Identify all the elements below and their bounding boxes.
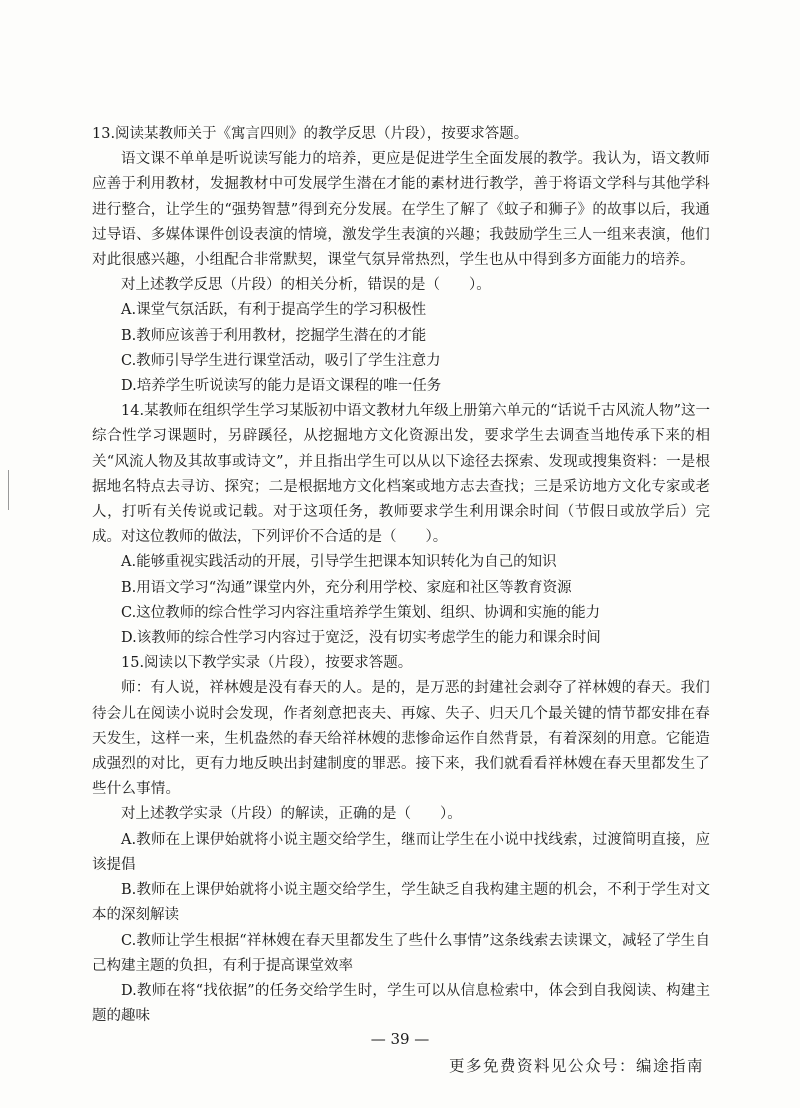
question-15-option-c: C.教师让学生根据“祥林嫂在春天里都发生了些什么事情”这条线索去读课文，减轻了学生自己构建主题的负担，有利于提高课堂效率 bbox=[92, 932, 710, 974]
question-15-passage: 师：有人说，祥林嫂是没有春天的人。是的，是万恶的封建社会剥夺了祥林嫂的春天。我们待会儿在阅读小说时会发现，作者刻意把丧夫、再嫁、失子、归天几个最关键的情节都安排在春天发生，这样一来，生机盎然的春天给祥林嫂的悲惨命运作自然背景，有着深刻的用意。它能造成强烈的对比，更有力地反映出封建制度的罪恶。接下来，我们就看看祥林嫂在春天里都发生了些什么事情。 bbox=[92, 680, 710, 798]
question-13-option-c: C.教师引导学生进行课堂活动，吸引了学生注意力 bbox=[121, 352, 441, 369]
question-15-option-b: B.教师在上课伊始就将小说主题交给学生，学生缺乏自我构建主题的机会，不利于学生对文本的深刻解读 bbox=[92, 882, 710, 924]
page-number: — 39 — bbox=[370, 1030, 430, 1048]
question-14-option-a: A.能够重视实践活动的开展，引导学生把课本知识转化为自己的知识 bbox=[121, 554, 557, 571]
question-15-option-d: D.教师在将“找依据”的任务交给学生时，学生可以从信息检索中，体会到自我阅读、构建主题的趣味 bbox=[92, 982, 710, 1025]
question-15-title: 15.阅读以下教学实录（片段），按要求答题。 bbox=[121, 655, 413, 672]
question-13-option-d: D.培养学生听说读写的能力是语文课程的唯一任务 bbox=[121, 378, 442, 395]
question-14-title: 14.某教师在组织学生学习某版初中语文教材九年级上册第六单元的“话说千古风流人物”这一综合性学习课题时，另辟蹊径，从挖掘地方文化资源出发，要求学生去调查当地传承下来的相关“风流人物及其故事或诗文”，并且指出学生可以从以下途径去探索、发现或搜集资料：一是根据地名特点去寻访、探究；二是根据地方文化档案或地方志去查找；三是采访地方文化专家或老人，打听有关传说或记载。对于这项任务，教师要求学生利用课余时间（节假日或放学后）完成。对这位教师的做法，下列评价不合适的是（ ）。 bbox=[92, 403, 710, 546]
document-page bbox=[92, 122, 710, 1029]
question-15-option-a: A.教师在上课伊始就将小说主题交给学生，继而让学生在小说中找线索，过渡简明直接，应该提倡 bbox=[92, 831, 710, 873]
question-13-option-b: B.教师应该善于利用教材，挖掘学生潜在的才能 bbox=[121, 327, 427, 344]
question-13-stem: 对上述教学反思（片段）的相关分析，错误的是（ ）。 bbox=[121, 277, 491, 294]
question-15-stem: 对上述教学实录（片段）的解读，正确的是（ ）。 bbox=[121, 806, 462, 823]
question-14-option-b: B.用语文学习“沟通”课堂内外，充分利用学校、家庭和社区等教育资源 bbox=[121, 579, 572, 596]
question-14-option-d: D.该教师的综合性学习内容过于宽泛，没有切实考虑学生的能力和课余时间 bbox=[121, 630, 601, 647]
scan-edge-mark bbox=[8, 470, 9, 510]
question-14-option-c: C.这位教师的综合性学习内容注重培养学生策划、组织、协调和实施的能力 bbox=[121, 604, 601, 621]
footer-note: 更多免费资料见公众号：编途指南 bbox=[448, 1057, 704, 1075]
question-13-title: 13.阅读某教师关于《寓言四则》的教学反思（片段），按要求答题。 bbox=[92, 126, 529, 142]
question-13-option-a: A.课堂气氛活跃，有利于提高学生的学习积极性 bbox=[121, 302, 427, 319]
question-13-passage: 语文课不单单是听说读写能力的培养，更应是促进学生全面发展的教学。我认为，语文教师应善于利用教材，发掘教材中可发展学生潜在才能的素材进行教学，善于将语文学科与其他学科进行整合，让学生的“强势智慧”得到充分发展。在学生了解了《蚊子和狮子》的故事以后，我通过导语、多媒体课件创设表演的情境，激发学生表演的兴趣；我鼓励学生三人一组来表演，他们对此很感兴趣，小组配合非常默契，课堂气氛异常热烈，学生也从中得到多方面能力的培养。 bbox=[92, 151, 710, 269]
